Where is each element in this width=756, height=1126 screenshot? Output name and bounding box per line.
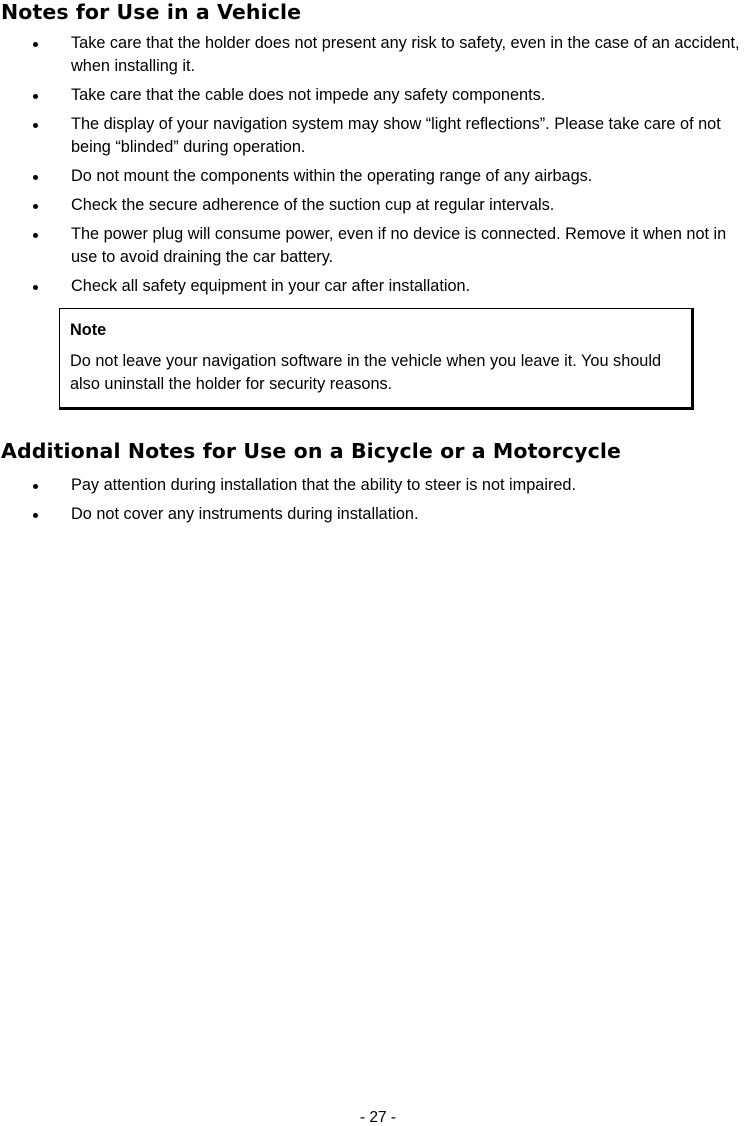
list-item-text: Check all safety equipment in your car after installation. xyxy=(71,277,471,295)
note-title: Note xyxy=(70,321,107,339)
page-number: - 27 - xyxy=(359,1109,397,1126)
list-item-text: The power plug will consume power, even if no device is connected. Remove it when not in use to avoid draining the car battery. xyxy=(71,225,727,266)
bullet-icon xyxy=(33,233,38,238)
list-item xyxy=(0,503,756,526)
section-heading-bicycle-motorcycle: Additional Notes for Use on a Bicycle or a Motorcycle xyxy=(1,439,622,463)
list-item-text: Do not cover any instruments during installation. xyxy=(71,505,419,523)
list-item-text: Take care that the cable does not impede any safety components. xyxy=(71,86,546,104)
list-item xyxy=(0,84,756,107)
note-text: Do not leave your navigation software in the vehicle when you leave it. You should also uninstall the holder for security reasons. xyxy=(70,352,662,393)
list-item-text: Check the secure adherence of the suction cup at regular intervals. xyxy=(71,196,555,214)
bullet-icon xyxy=(33,484,38,489)
list-item xyxy=(0,275,756,298)
vehicle-notes-list xyxy=(0,32,756,304)
bicycle-motorcycle-notes-list xyxy=(0,474,756,532)
bullet-icon xyxy=(33,94,38,99)
bullet-icon xyxy=(33,123,38,128)
list-item-text: The display of your navigation system may show “light reflections”. Please take care of not being “blinded” during operation. xyxy=(71,115,721,156)
list-item-text: Pay attention during installation that the ability to steer is not impaired. xyxy=(71,476,577,494)
note-box xyxy=(59,308,694,410)
list-item xyxy=(0,165,756,188)
bullet-icon xyxy=(33,204,38,209)
list-item xyxy=(0,223,756,269)
list-item xyxy=(0,194,756,217)
bullet-icon xyxy=(33,285,38,290)
bullet-icon xyxy=(33,175,38,180)
bullet-icon xyxy=(33,42,38,47)
list-item xyxy=(0,113,756,159)
list-item xyxy=(0,474,756,497)
bullet-icon xyxy=(33,513,38,518)
list-item-text: Take care that the holder does not present any risk to safety, even in the case of an accident, when installing it. xyxy=(71,34,740,75)
list-item-text: Do not mount the components within the operating range of any airbags. xyxy=(71,167,593,185)
section-heading-vehicle: Notes for Use in a Vehicle xyxy=(1,0,302,24)
list-item xyxy=(0,32,756,78)
